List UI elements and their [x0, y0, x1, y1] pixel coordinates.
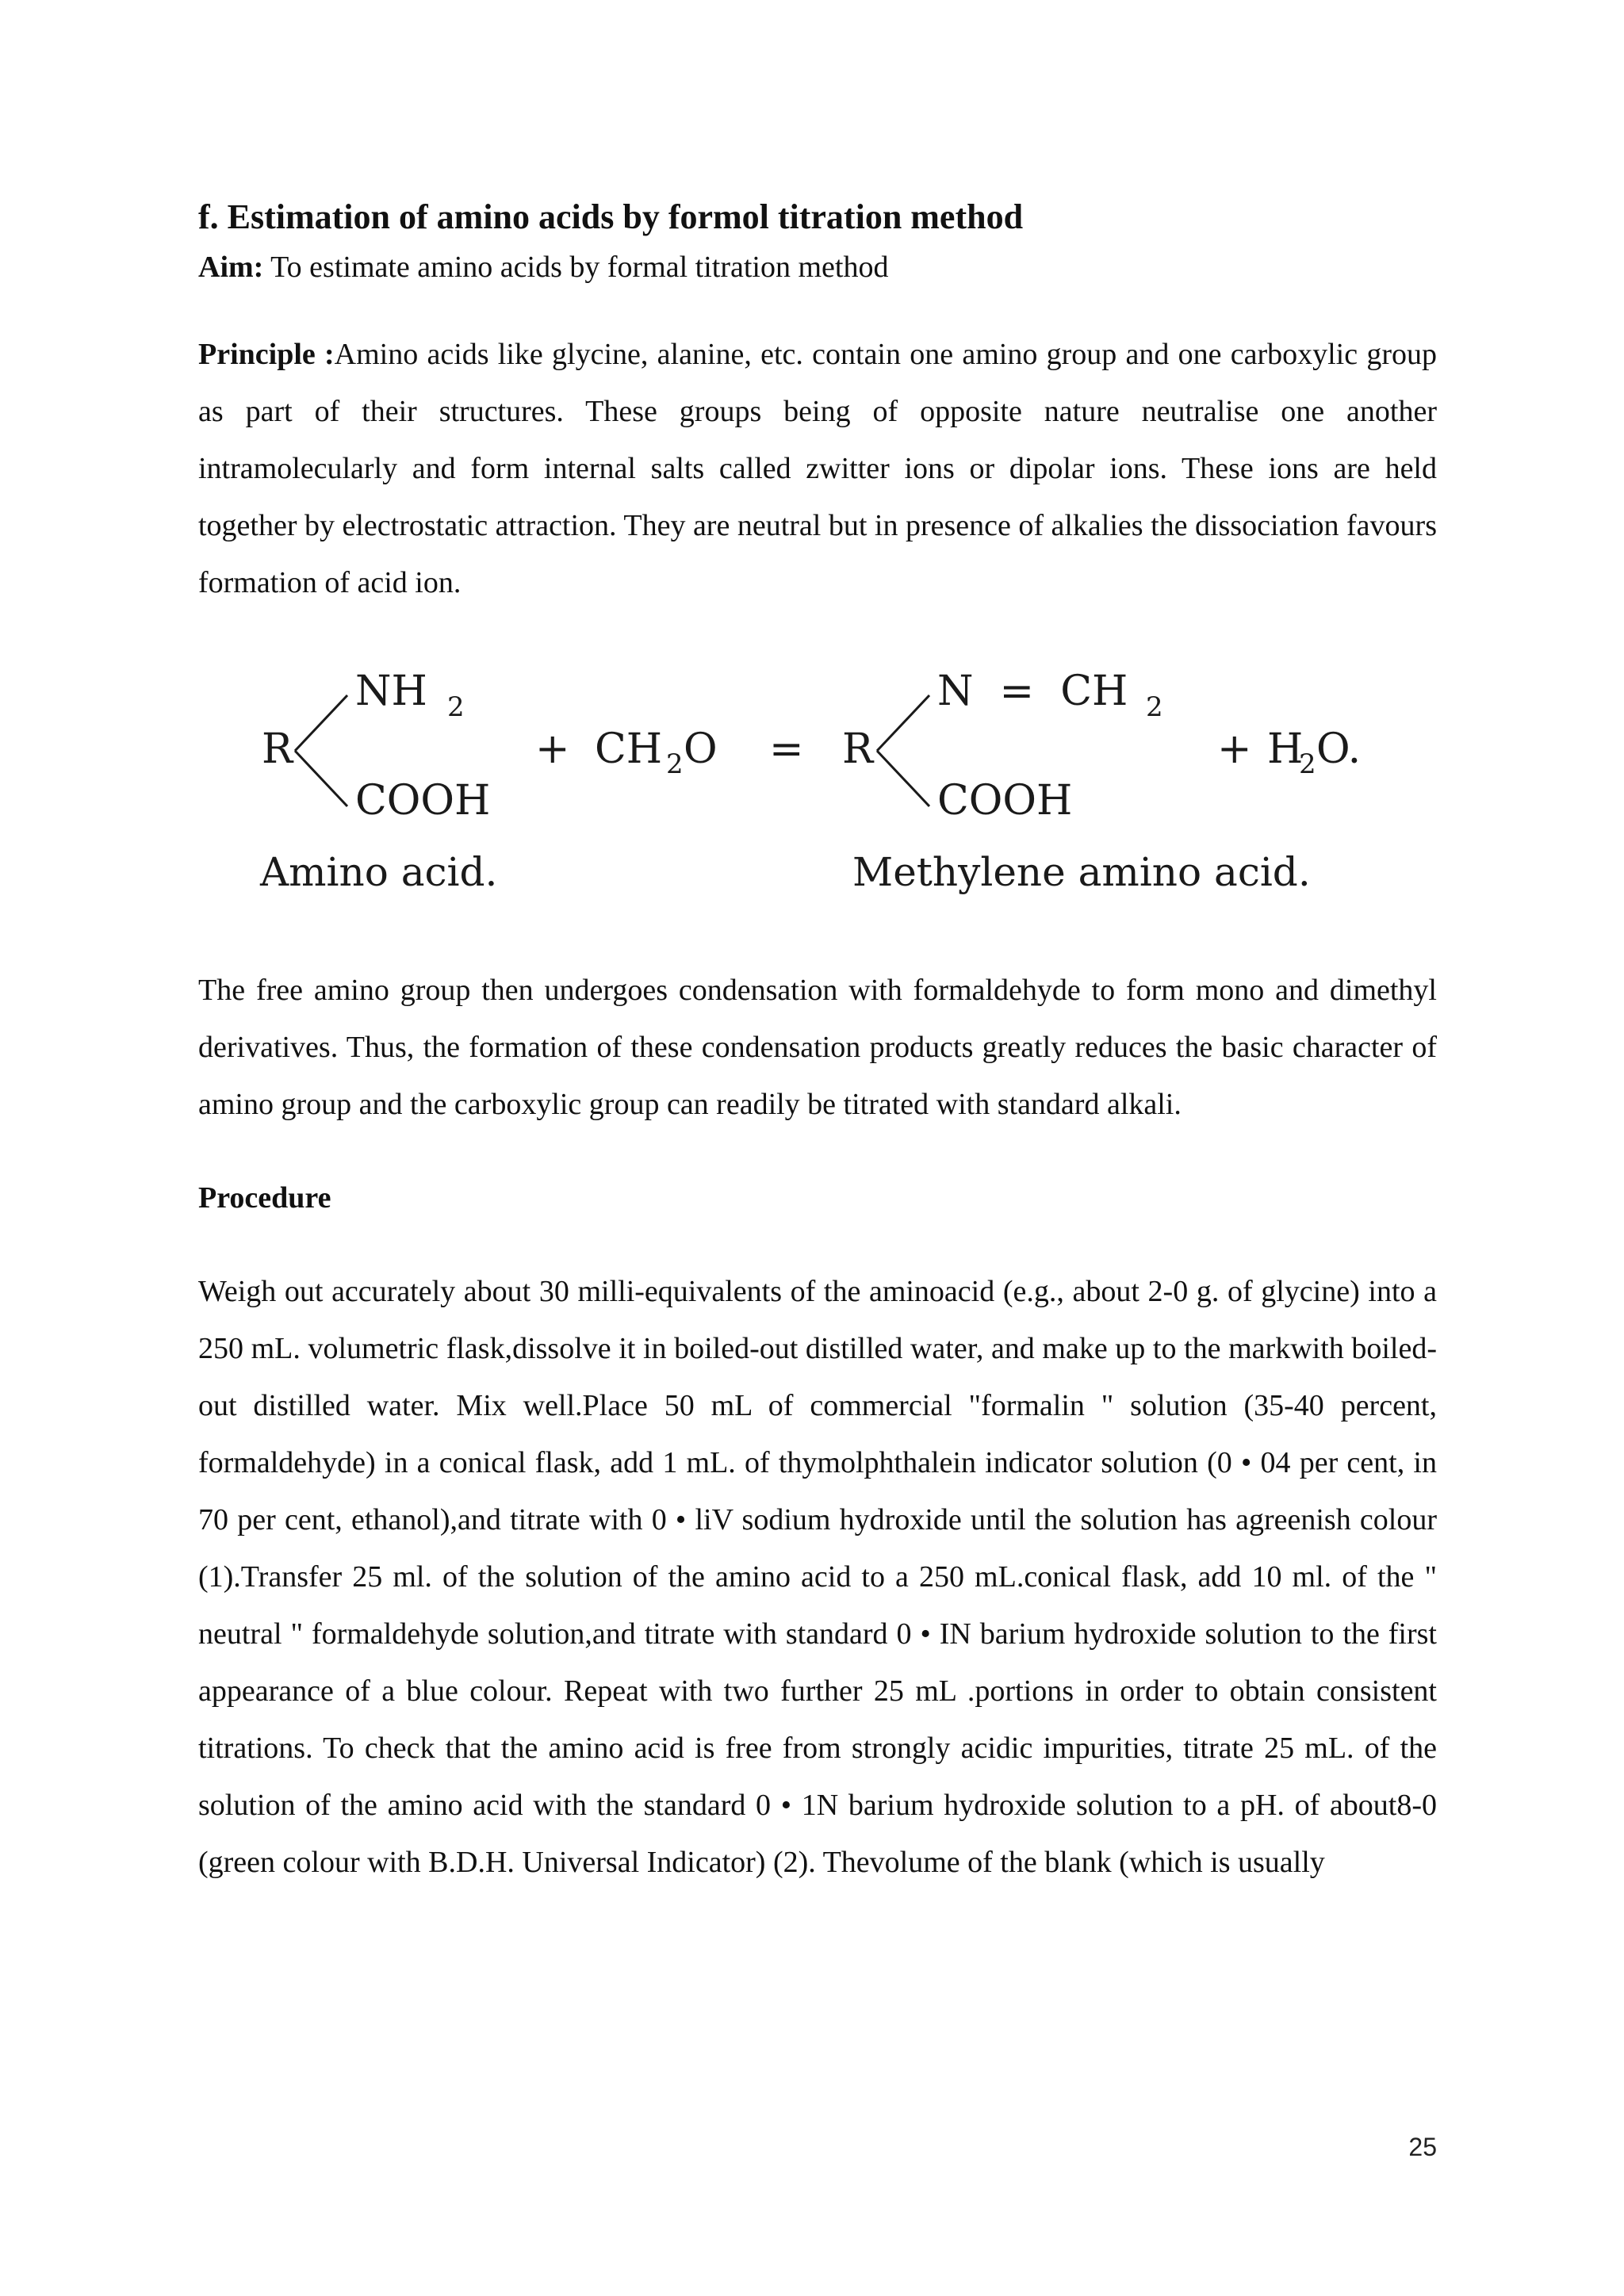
formaldehyde-o: O — [684, 725, 718, 773]
bond-upper-left — [295, 695, 347, 751]
plus-sign-1: + — [535, 725, 570, 773]
carboxyl-group-right: COOH — [937, 776, 1073, 825]
principle-label: Principle : — [198, 337, 335, 371]
caption-amino-acid: Amino acid. — [260, 848, 498, 895]
section-heading: f. Estimation of amino acids by formol titration method — [198, 197, 1024, 236]
water-h: H — [1267, 725, 1304, 773]
reaction-equation — [198, 656, 1437, 917]
amino-group-subscript: 2 — [447, 691, 465, 723]
methylene-group-subscript: 2 — [1146, 691, 1163, 723]
reaction-equation-figure — [254, 656, 1404, 917]
water-subscript: 2 — [1299, 748, 1316, 780]
principle-text: Amino acids like glycine, alanine, etc. contain one amino group and one carboxylic group as part of their structures. These groups being of opposite nature neutralise one another intramolecularly and form internal salts called zwitter ions or dipolar ions. These ions are held together by electrostatic attraction. They are neutral but in presence of alkalies the dissociation favours formation of acid ion. — [198, 337, 1438, 599]
r-group-left: R — [262, 725, 293, 773]
water-o: O. — [1316, 725, 1362, 773]
procedure-paragraph: Weigh out accurately about 30 milli-equivalents of the aminoacid (e.g., about 2-0 g. of glycine) into a 250 mL. volumetric flask,dissolve it in boiled-out distilled water, and make up to the markwith boiled-out distilled water. Mix well.Place 50 mL of commercial "formalin " solution (35-40 percent, formaldehyde) in a conical flask, add 1 mL. of thymolphthalein indicator solution (0 • 04 per cent, in 70 per cent, ethanol),and titrate with 0 • liV sodium hydroxide until the solution has agreenish colour (1).Transfer 25 ml. of the solution of the amino acid to a 250 mL.conical flask, add 10 ml. of the " neutral " formaldehyde solution,and titrate with standard 0 • IN barium hydroxide solution to the first appearance of a blue colour. Repeat with two further 25 mL .portions in order to obtain consistent titrations. To check that the amino acid is free from strongly acidic impurities, titrate 25 mL. of the solution of the amino acid with the standard 0 • 1N barium hydroxide solution to a pH. of about8-0 (green colour with B.D.H. Universal Indicator) (2). Thevolume of the blank (which is usually — [198, 1274, 1437, 1879]
bond-upper-right — [877, 695, 929, 751]
equals-sign: = — [769, 725, 804, 773]
carboxyl-group-left: COOH — [355, 776, 491, 825]
formaldehyde-ch: CH — [595, 725, 663, 773]
procedure-heading: Procedure — [198, 1181, 331, 1215]
aim-paragraph — [198, 239, 1437, 296]
principle-paragraph — [198, 326, 1437, 611]
caption-methylene-amino-acid: Methylene amino acid. — [852, 848, 1311, 895]
methylene-group-label: N = CH — [937, 667, 1128, 715]
plus-sign-2: + — [1217, 725, 1252, 773]
condensation-paragraph: The free amino group then undergoes condensation with formaldehyde to form mono and dimethyl derivatives. Thus, the formation of these condensation products greatly reduces the basic character of amino group and the carboxylic group can readily be titrated with standard alkali. — [198, 973, 1437, 1121]
bond-lower-left — [295, 751, 347, 806]
aim-label: Aim: — [198, 250, 264, 284]
formaldehyde-subscript: 2 — [666, 748, 684, 780]
page-number: 25 — [1408, 2133, 1437, 2161]
aim-text: To estimate amino acids by formal titration method — [263, 250, 889, 284]
bond-lower-right — [877, 751, 929, 806]
page-content — [198, 197, 1437, 1891]
r-group-right: R — [842, 725, 874, 773]
amino-group-label: NH — [355, 667, 427, 715]
